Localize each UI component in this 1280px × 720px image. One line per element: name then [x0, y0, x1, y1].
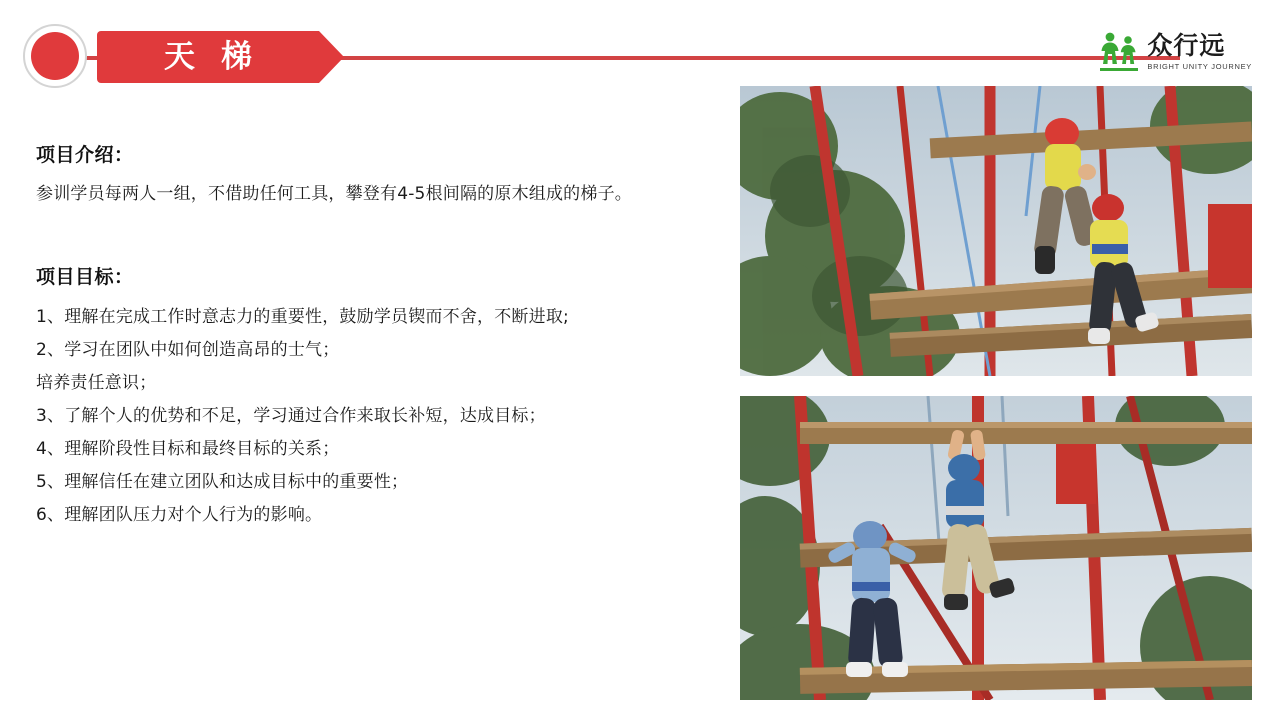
goal-heading: 项目目标： — [36, 266, 134, 288]
photo-top — [740, 86, 1252, 376]
goal-item: 2、学习在团队中如何创造高昂的士气； — [36, 340, 340, 360]
page-title: 天梯 — [164, 39, 278, 75]
intro-heading: 项目介绍： — [36, 144, 134, 166]
goal-item: 1、理解在完成工作时意志力的重要性，鼓励学员锲而不舍，不断进取; — [36, 307, 569, 327]
content-column — [36, 140, 696, 532]
title-banner — [97, 31, 319, 83]
photo-bottom — [740, 396, 1252, 700]
goal-item: 5、理解信任在建立团队和达成目标中的重要性； — [36, 472, 409, 492]
logo-text-block — [1147, 32, 1252, 72]
goal-item: 3、了解个人的优势和不足，学习通过合作来取长补短，达成目标； — [36, 406, 546, 426]
green-figures-logo-icon — [1098, 30, 1140, 74]
goal-item: 6、理解团队压力对个人行为的影响。 — [36, 505, 323, 525]
intro-paragraph: 参训学员每两人一组，不借助任何工具，攀登有4-5根间隔的原木组成的梯子。 — [36, 184, 632, 204]
brand-logo — [1098, 22, 1252, 82]
logo-chinese-name: 众行远 — [1147, 31, 1226, 60]
logo-english-name: BRIGHT UNITY JOURNEY — [1147, 62, 1252, 71]
circle-bullet-icon — [31, 32, 79, 80]
goal-item: 4、理解阶段性目标和最终目标的关系； — [36, 439, 340, 459]
goal-item: 培养责任意识； — [36, 373, 157, 393]
section-spacer — [36, 210, 696, 262]
